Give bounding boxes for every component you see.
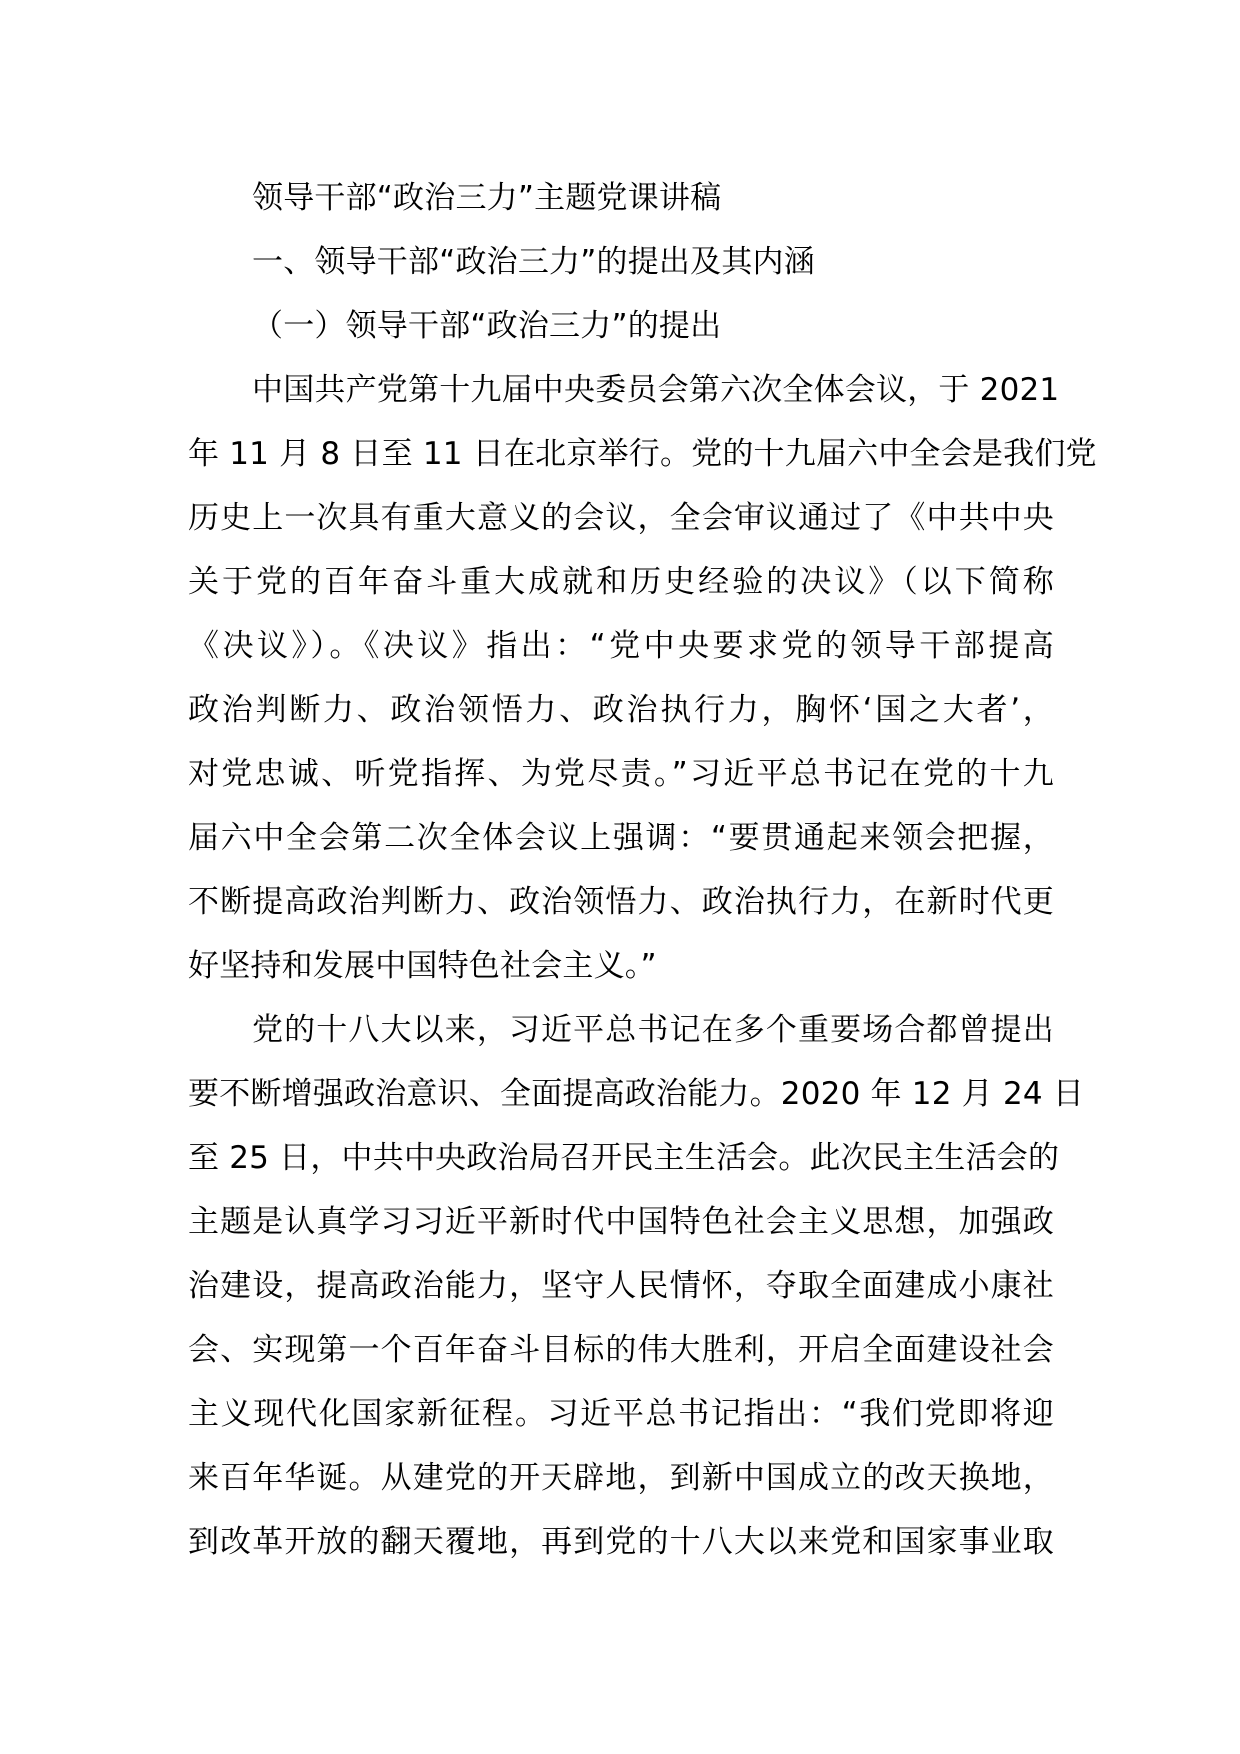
paragraph-line: 来百年华诞。从建党的开天辟地，到新中国成立的改天换地， <box>188 1460 1054 1496</box>
paragraph-line: 好坚持和发展中国特色社会主义。” <box>188 948 657 984</box>
paragraph-line: 治建设，提高政治能力，坚守人民情怀，夺取全面建成小康社 <box>188 1268 1054 1304</box>
paragraph-line: 要不断增强政治意识、全面提高政治能力。2020 年 12 月 24 日 <box>188 1076 1085 1112</box>
paragraph-line: 主义现代化国家新征程。习近平总书记指出：“我们党即将迎 <box>188 1396 1054 1432</box>
paragraph-line: 中国共产党第十九届中央委员会第六次全体会议，于 2021 <box>252 372 1060 408</box>
paragraph-line: 到改革开放的翻天覆地，再到党的十八大以来党和国家事业取 <box>188 1524 1054 1560</box>
paragraph-line: 历史上一次具有重大意义的会议，全会审议通过了《中共中央 <box>188 500 1054 536</box>
document-title: 领导干部“政治三力”主题党课讲稿 <box>252 180 722 216</box>
paragraph-line: 对党忠诚、听党指挥、为党尽责。”习近平总书记在党的十九 <box>188 756 1054 792</box>
paragraph-line: 届六中全会第二次全体会议上强调：“要贯通起来领会把握， <box>188 820 1054 856</box>
paragraph-line: 不断提高政治判断力、政治领悟力、政治执行力，在新时代更 <box>188 884 1054 920</box>
paragraph-line: 党的十八大以来，习近平总书记在多个重要场合都曾提出 <box>252 1012 1054 1048</box>
section-heading: 一、领导干部“政治三力”的提出及其内涵 <box>252 244 815 280</box>
paragraph-line: 会、实现第一个百年奋斗目标的伟大胜利，开启全面建设社会 <box>188 1332 1054 1368</box>
subsection-heading: （一）领导干部“政治三力”的提出 <box>252 308 722 344</box>
paragraph-line: 主题是认真学习习近平新时代中国特色社会主义思想，加强政 <box>188 1204 1054 1240</box>
paragraph-line: 关于党的百年奋斗重大成就和历史经验的决议》（以下简称 <box>188 564 1054 600</box>
paragraph-line: 年 11 月 8 日至 11 日在北京举行。党的十九届六中全会是我们党 <box>188 436 1097 472</box>
paragraph-line: 《决议》）。《决议》指出：“党中央要求党的领导干部提高 <box>188 628 1054 664</box>
paragraph-line: 至 25 日，中共中央政治局召开民主生活会。此次民主生活会的 <box>188 1140 1060 1176</box>
paragraph-line: 政治判断力、政治领悟力、政治执行力，胸怀‘国之大者’， <box>188 692 1054 728</box>
